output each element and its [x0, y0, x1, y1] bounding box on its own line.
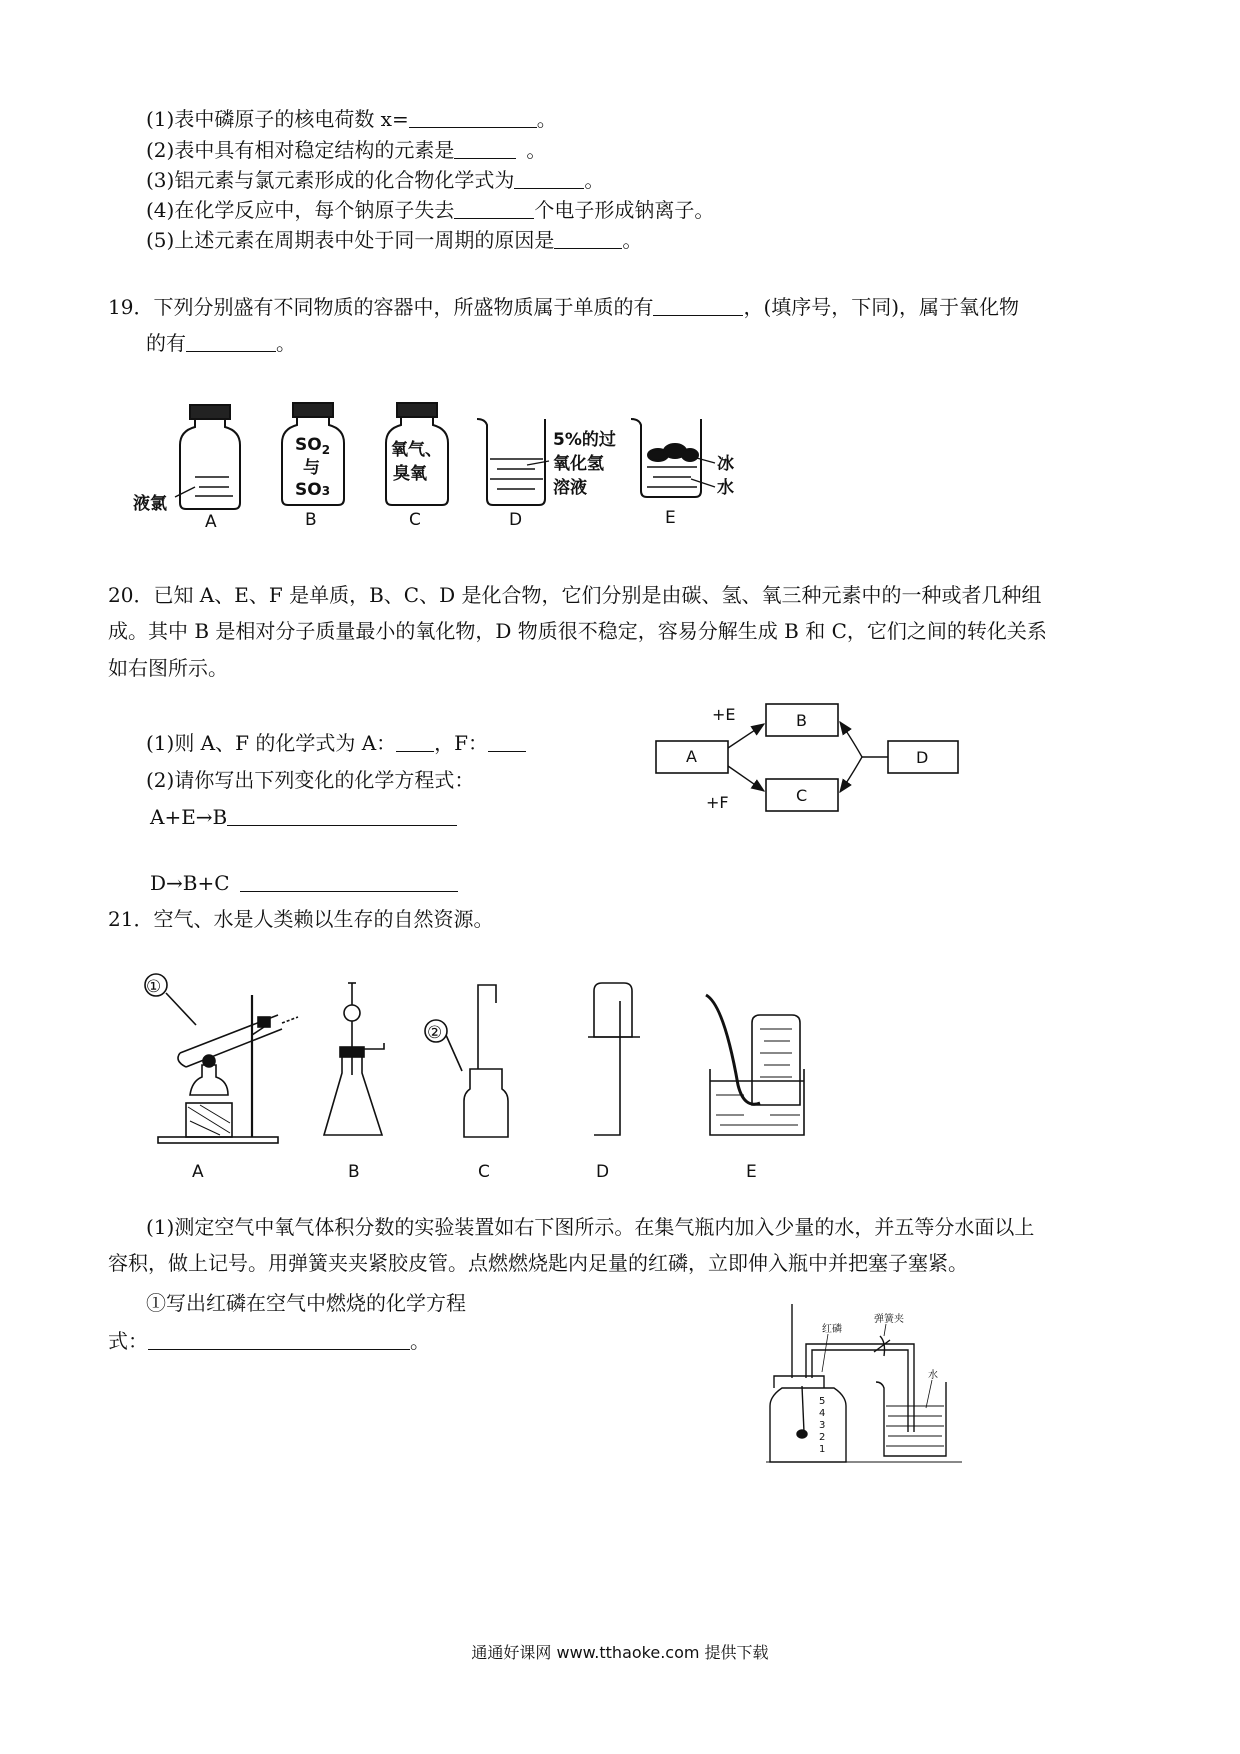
mark-3: 3	[819, 1420, 826, 1431]
apparatus-letter-d: D	[596, 1162, 610, 1182]
apparatus-d	[588, 983, 640, 1135]
apparatus-e	[706, 995, 804, 1135]
q19-line-1	[108, 294, 1019, 320]
q21-apparatus-figure	[140, 965, 820, 1185]
label-and: 与	[303, 458, 320, 478]
label-ozone: 臭氧	[393, 464, 427, 484]
q18-item-4	[146, 197, 714, 223]
beaker-d	[477, 419, 549, 505]
q19-text-3: 的有	[146, 331, 186, 355]
letter-c: C	[409, 510, 421, 530]
mark-4: 4	[819, 1408, 826, 1419]
label-oxygen: 氧气、	[391, 440, 442, 460]
rubber-tube-inner	[812, 1350, 908, 1432]
label-so3: SO3	[295, 480, 331, 500]
node-b: B	[796, 711, 807, 730]
apparatus-c	[425, 985, 508, 1137]
node-d: D	[916, 748, 929, 767]
mark-5: 5	[819, 1396, 826, 1407]
q18-item-3-text: (3)铝元素与氯元素形成的化合物化学式为	[146, 168, 515, 192]
letter-b: B	[305, 510, 317, 530]
page-footer: 通通好课网 www.tthaoke.com 提供下载	[471, 1643, 769, 1662]
label-d-1: 5%的过	[553, 430, 616, 450]
q18-item-1-end: 。	[536, 107, 557, 131]
q20-line-1: 20．已知 A、E、F 是单质，B、C、D 是化合物，它们分别是由碳、氢、氧三种元素中的一种或者几种组	[108, 583, 1042, 607]
label-so2: $SO_2$	[295, 435, 331, 457]
q20-relation-diagram	[646, 696, 966, 846]
equation-d-b-c: D→B+C	[150, 871, 230, 895]
label-water: 水	[717, 478, 734, 498]
q21-para-4	[108, 1328, 430, 1354]
q18-item-3	[146, 167, 604, 193]
q19-text-2: ，(填序号，下同)，属于氧化物	[743, 295, 1020, 319]
answer-blank[interactable]	[148, 1331, 410, 1350]
label-plus-e: +E	[712, 705, 736, 724]
answer-blank[interactable]	[454, 140, 516, 159]
mark-1: 1	[819, 1444, 826, 1455]
q19-text: 19．下列分别盛有不同物质的容器中，所盛物质属于单质的有	[108, 295, 654, 319]
marker-2: ②	[427, 1023, 443, 1043]
answer-blank[interactable]	[186, 333, 276, 352]
q19-line-2	[146, 330, 296, 356]
letter-a: A	[205, 512, 217, 532]
answer-blank[interactable]	[409, 109, 537, 128]
apparatus-letter-b: B	[348, 1162, 360, 1182]
q19-containers-figure	[125, 395, 825, 545]
mark-2: 2	[819, 1432, 826, 1443]
q18-item-5	[146, 227, 642, 253]
q18-item-3-end: 。	[584, 168, 605, 192]
arrow-d-to-b	[840, 722, 862, 757]
label-spring-clamp: 弹簧夹	[874, 1314, 904, 1325]
q19-text-end: 。	[276, 331, 296, 355]
q20-sub-2: (2)请你写出下列变化的化学方程式：	[146, 768, 475, 792]
q18-item-2-text: (2)表中具有相对稳定结构的元素是	[146, 138, 455, 162]
beaker-e	[631, 419, 715, 497]
q21-para-1: (1)测定空气中氧气体积分数的实验装置如右下图所示。在集气瓶内加入少量的水，并五等分水面以上	[146, 1215, 1035, 1239]
q20-line-2: 成。其中 B 是相对分子质量最小的氧化物，D 物质很不稳定，容易分解生成 B 和 C，它们之间的转化关系	[108, 619, 1047, 643]
apparatus-a	[145, 974, 298, 1143]
arrow-a-to-c	[728, 766, 764, 791]
q18-item-4-end: 个电子形成钠离子。	[534, 198, 715, 222]
node-c: C	[796, 786, 808, 805]
q21-para-3: ①写出红磷在空气中燃烧的化学方程	[146, 1291, 466, 1315]
answer-blank[interactable]	[554, 230, 622, 249]
red-phosphorus	[797, 1430, 807, 1438]
answer-blank[interactable]	[396, 733, 434, 752]
label-liquid-chlorine: 液氯	[133, 494, 167, 514]
oxygen-measurement-apparatus	[762, 1296, 972, 1472]
letter-d: D	[509, 510, 523, 530]
label-d-2: 氧化氢	[553, 454, 604, 474]
answer-blank[interactable]	[653, 297, 743, 316]
water-beaker	[876, 1382, 946, 1456]
apparatus-letter-a: A	[192, 1162, 204, 1182]
node-a: A	[686, 747, 697, 766]
gas-bottle	[770, 1388, 846, 1462]
q20-eq-2	[150, 870, 458, 896]
q18-item-2-end: 。	[526, 138, 547, 162]
label-d-3: 溶液	[553, 478, 587, 498]
q18-item-2	[146, 137, 546, 163]
q21-para-4-text: 式：	[108, 1329, 148, 1353]
q18-item-5-text: (5)上述元素在周期表中处于同一周期的原因是	[146, 228, 555, 252]
answer-blank[interactable]	[454, 200, 534, 219]
answer-blank[interactable]	[227, 807, 457, 826]
spoon-handle	[802, 1386, 804, 1432]
q20-sub-1	[146, 730, 526, 756]
equation-a-e-b: A+E→B	[150, 805, 228, 829]
q20-eq-1	[150, 804, 457, 830]
q18-item-5-end: 。	[622, 228, 643, 252]
answer-blank[interactable]	[488, 733, 526, 752]
q18-item-1-text: (1)表中磷原子的核电荷数 x=	[146, 107, 409, 131]
jar-a	[175, 405, 240, 509]
label-water-beaker: 水	[928, 1370, 938, 1381]
arrow-a-to-b	[728, 724, 764, 748]
apparatus-letter-c: C	[478, 1162, 490, 1182]
answer-blank[interactable]	[514, 170, 584, 189]
apparatus-letter-e: E	[746, 1162, 757, 1182]
letter-e: E	[665, 508, 676, 528]
label-red-phosphorus: 红磷	[822, 1324, 842, 1335]
q21-para-4-end: 。	[410, 1329, 430, 1353]
q20-line-3: 如右图所示。	[108, 656, 228, 680]
q18-item-1	[146, 106, 557, 132]
q18-item-4-text: (4)在化学反应中，每个钠原子失去	[146, 198, 455, 222]
apparatus-b	[324, 983, 384, 1135]
stopper	[774, 1376, 824, 1388]
q21-para-2: 容积，做上记号。用弹簧夹夹紧胶皮管。点燃燃烧匙内足量的红磷，立即伸入瓶中并把塞子塞紧。	[108, 1251, 968, 1275]
label-ice: 冰	[717, 454, 734, 474]
q20-sub-1-text: (1)则 A、F 的化学式为 A：	[146, 731, 397, 755]
answer-blank[interactable]	[240, 873, 458, 892]
arrow-d-to-c	[840, 757, 862, 792]
label-plus-f: +F	[706, 793, 729, 812]
q20-sub-1-text-2: ，F：	[434, 731, 489, 755]
q21-intro: 21．空气、水是人类赖以生存的自然资源。	[108, 907, 494, 931]
marker-1: ①	[146, 977, 162, 997]
